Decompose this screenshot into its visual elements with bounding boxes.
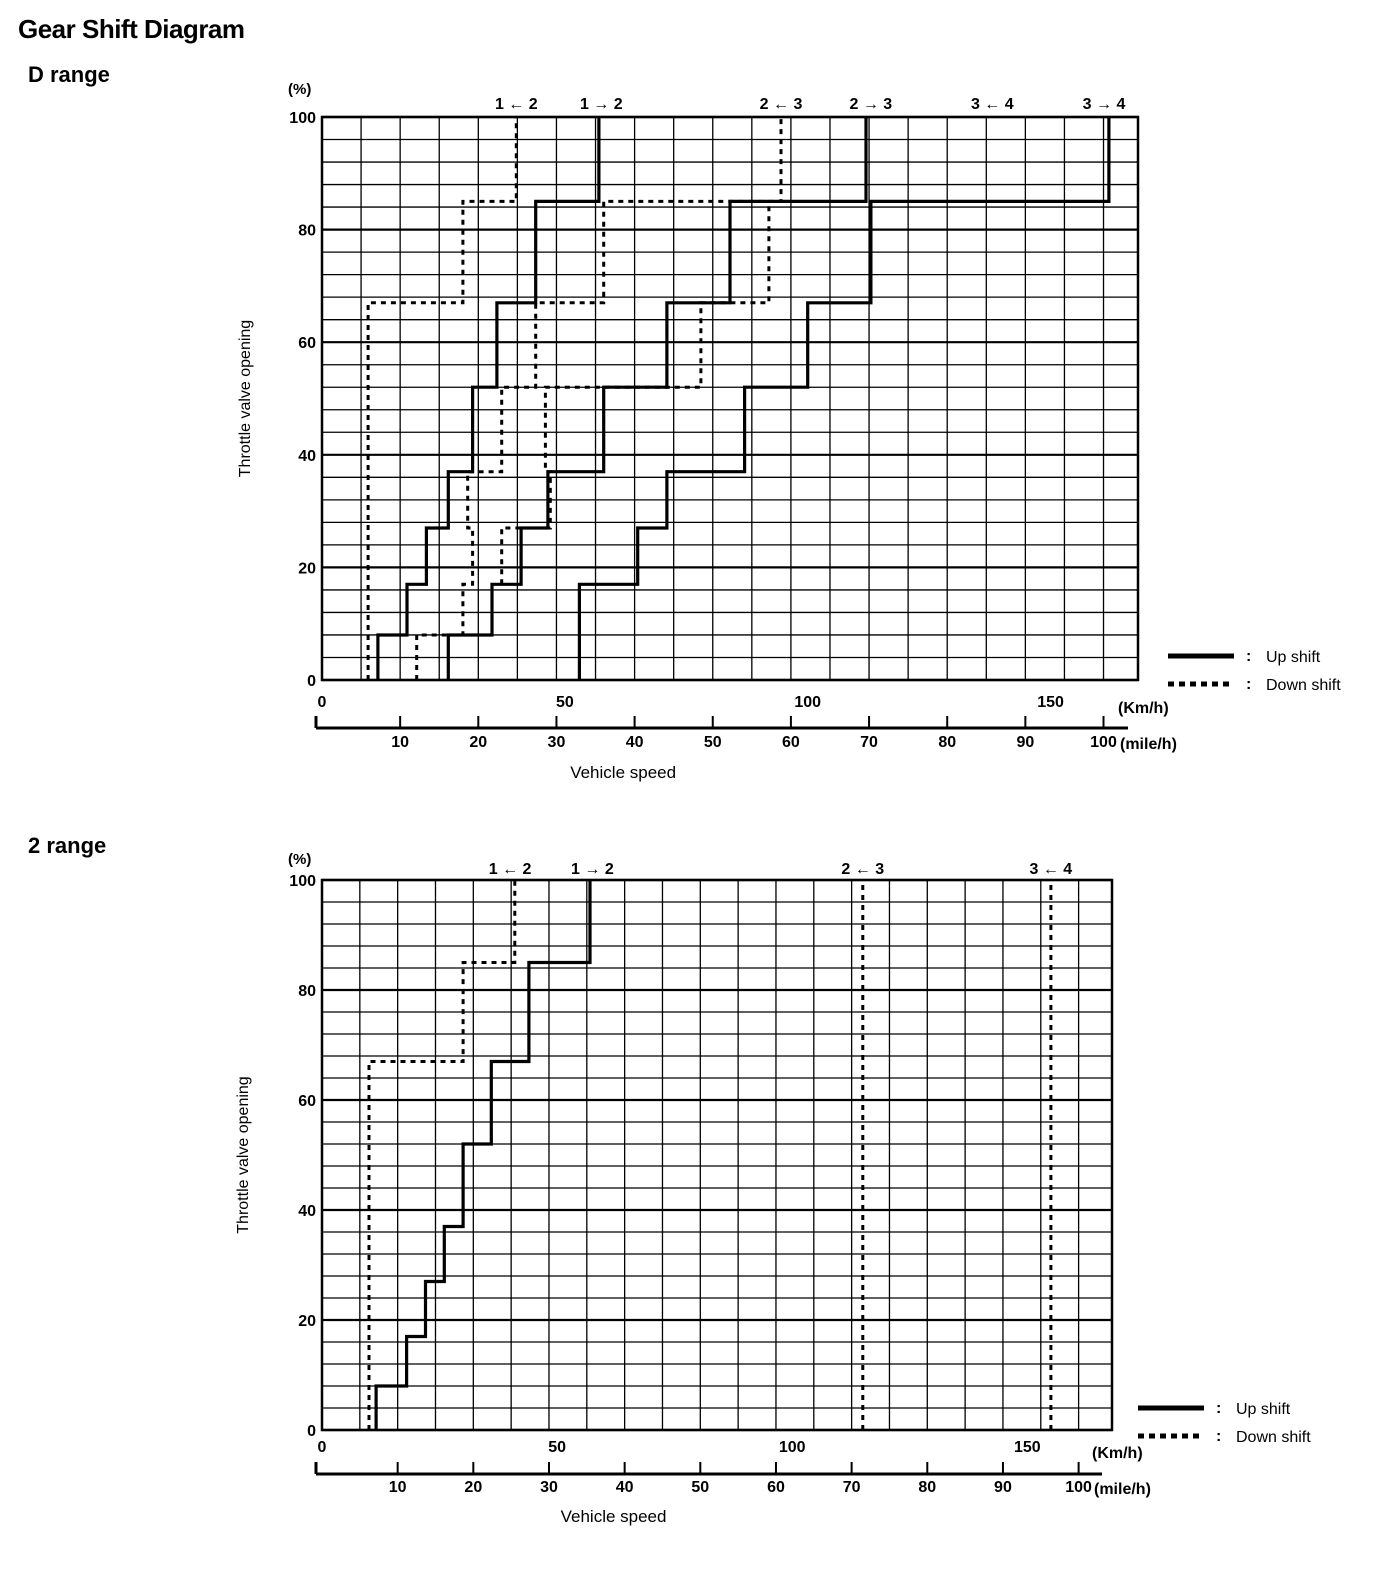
chart1-km-tick-label: 0: [317, 694, 327, 711]
chart1-mile-tick-label: 10: [391, 734, 410, 751]
2-range-title: 2 range: [28, 833, 107, 858]
chart1-mile-tick-label: 100: [1090, 734, 1117, 751]
chart2-y-tick-label: 0: [307, 1423, 316, 1440]
chart2-legend-up-colon: :: [1216, 1400, 1222, 1417]
chart2-shift-label: 1 ← 2: [488, 861, 532, 878]
chart1-y-tick-label: 80: [298, 222, 316, 240]
chart1-mile-unit: (mile/h): [1120, 736, 1177, 753]
chart2-mile-tick-label: 80: [918, 1479, 937, 1496]
chart1-y-tick-label: 100: [289, 110, 316, 127]
chart1-mile-tick-label: 60: [782, 734, 800, 751]
chart1-y-tick-label: 20: [298, 560, 316, 578]
chart2-y-tick-label: 60: [298, 1093, 316, 1110]
chart2-legend-up-label: Up shift: [1236, 1401, 1291, 1418]
chart2-mile-tick-label: 10: [388, 1479, 407, 1496]
chart2-y-tick-label: 100: [289, 873, 316, 890]
chart1-mile-tick-label: 20: [469, 734, 488, 751]
chart1-mile-tick-label: 50: [703, 734, 722, 751]
chart2-mile-tick-label: 90: [994, 1479, 1012, 1496]
chart1-mile-tick-label: 30: [547, 734, 566, 751]
page-title: Gear Shift Diagram: [18, 14, 245, 44]
chart2-km-tick-label: 0: [317, 1439, 327, 1456]
d-range-title: D range: [28, 62, 110, 87]
chart2-legend-down-colon: :: [1216, 1428, 1222, 1445]
chart1-y-tick-label: 0: [307, 673, 316, 690]
chart2-mile-tick-label: 60: [767, 1479, 785, 1496]
chart1-shift-label: 2 → 3: [849, 96, 893, 113]
chart2-y-tick-label: 80: [298, 983, 316, 1000]
chart1-series-up-shift: [378, 117, 599, 680]
chart2-y-axis-label: Throttle valve opening: [235, 1076, 252, 1234]
chart1-km-tick-label: 50: [555, 694, 574, 711]
chart1-legend-up-label: Up shift: [1266, 649, 1321, 666]
chart1-shift-label: 2 ← 3: [759, 96, 803, 113]
chart1-km-tick-label: 150: [1037, 694, 1064, 711]
chart1-x-axis-label: Vehicle speed: [570, 763, 677, 782]
chart1-series-down-shift: [368, 117, 516, 680]
chart1-legend-down-label: Down shift: [1266, 677, 1341, 694]
chart2-y-tick-label: 20: [298, 1313, 316, 1330]
chart2-km-tick-label: 50: [548, 1439, 567, 1456]
chart1-mile-tick-label: 90: [1016, 734, 1035, 751]
chart2-shift-label: 2 ← 3: [841, 861, 885, 878]
chart2-shift-label: 1 → 2: [571, 861, 614, 878]
chart2-km-unit: (Km/h): [1092, 1445, 1143, 1462]
chart1-km-unit: (Km/h): [1118, 700, 1169, 717]
chart1-shift-label: 1 → 2: [579, 96, 623, 113]
chart1-y-tick-label: 40: [298, 447, 316, 465]
chart2-mile-tick-label: 50: [691, 1479, 710, 1496]
chart2-y-tick-label: 40: [298, 1203, 316, 1220]
chart2-mile-tick-label: 70: [842, 1479, 861, 1496]
chart2-mile-tick-label: 100: [1065, 1479, 1092, 1496]
chart1-legend-down-colon: :: [1246, 676, 1252, 693]
chart2-legend-down-label: Down shift: [1236, 1429, 1311, 1446]
chart2-mile-tick-label: 20: [464, 1479, 483, 1496]
chart1-shift-label: 1 ← 2: [494, 96, 538, 113]
chart2-shift-label: 3 ← 4: [1029, 861, 1073, 878]
chart1-legend-up-colon: :: [1246, 648, 1252, 665]
chart2-mile-tick-label: 40: [615, 1479, 634, 1496]
chart1-shift-label: 3 ← 4: [970, 96, 1014, 113]
chart2-km-tick-label: 100: [778, 1439, 806, 1456]
chart2-y-unit: (%): [288, 851, 312, 868]
chart1-mile-tick-label: 70: [860, 734, 878, 751]
chart1-mile-tick-label: 80: [938, 734, 957, 751]
chart1-y-axis-label: Throttle valve opening: [237, 319, 254, 478]
chart1-y-unit: (%): [288, 81, 312, 98]
chart2-mile-unit: (mile/h): [1094, 1481, 1151, 1498]
chart2-km-tick-label: 150: [1014, 1439, 1041, 1456]
chart1-km-tick-label: 100: [794, 694, 822, 711]
chart1-mile-tick-label: 40: [625, 734, 644, 751]
chart2-frame: [322, 880, 1112, 1430]
chart1-shift-label: 3 → 4: [1082, 96, 1126, 113]
chart2-series-down-shift: [369, 880, 515, 1430]
chart2-mile-tick-label: 30: [540, 1479, 558, 1496]
chart2-x-axis-label: Vehicle speed: [560, 1507, 667, 1526]
chart1-y-tick-label: 60: [298, 335, 316, 353]
